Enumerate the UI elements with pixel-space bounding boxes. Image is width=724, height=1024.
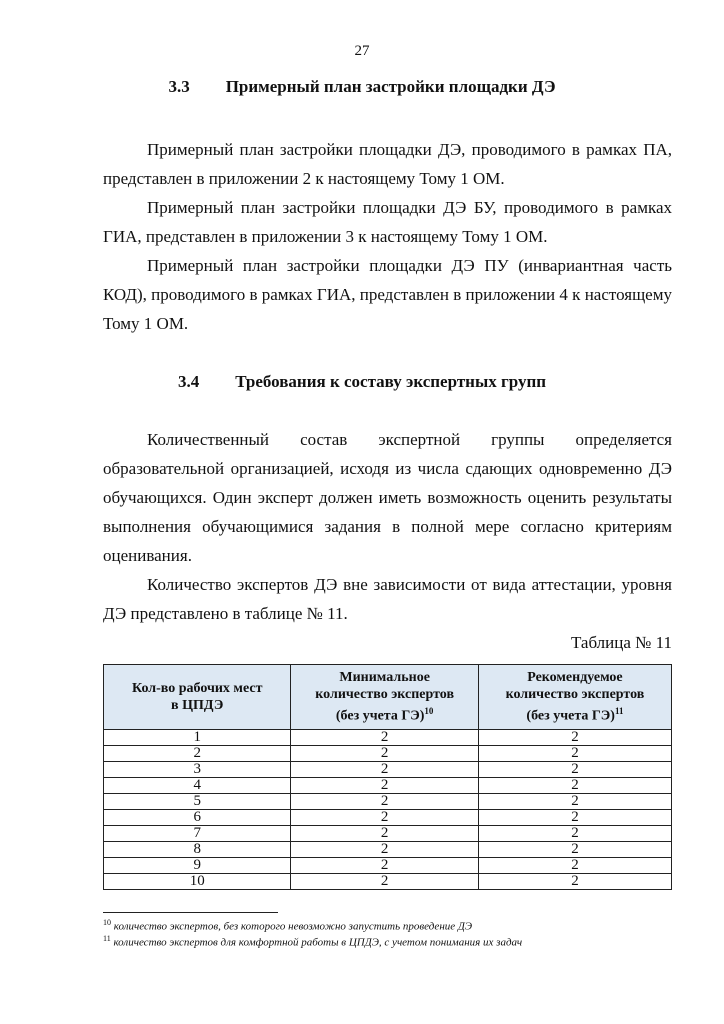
table-cell: 9 [104,857,291,873]
text-line: ДЭ представлено в таблице № 11. [103,604,348,623]
table-cell: 2 [478,777,671,793]
table-cell: 2 [478,873,671,889]
table-row [104,777,672,793]
text-line: Количество экспертов ДЭ вне зависимости от вида аттестации, уровня [147,575,672,594]
table-cell: 2 [291,825,478,841]
footnote-divider [103,912,278,913]
header-line: количество экспертов [505,687,645,702]
text-line: ГИА, представлен в приложении 3 к настоящему Тому 1 ОМ. [103,227,548,246]
table-cell: 2 [478,761,671,777]
table-cell: 2 [478,729,671,745]
table-caption: Таблица № 11 [570,633,672,652]
footnote [103,934,522,949]
paragraph [103,193,672,251]
text-line: образовательной организацией, исходя из числа сдающих одновременно ДЭ [103,459,672,478]
text-line: представлен в приложении 2 к настоящему Тому 1 ОМ. [103,169,505,188]
table-row [104,793,672,809]
table-row [104,857,672,873]
section-number: 3.4 [177,372,200,391]
column-header [478,665,671,730]
text-line: КОД), проводимого в рамках ГИА, представлен в приложении 4 к настоящему [103,285,672,304]
table-cell: 2 [478,857,671,873]
header-line: Минимальное [339,670,430,685]
section-heading-3-3 [0,77,724,97]
header-line: количество экспертов [315,687,455,702]
table-cell: 2 [291,809,478,825]
section-title: Требования к составу экспертных групп [235,372,547,391]
table-cell: 2 [478,809,671,825]
table-row [104,809,672,825]
footnote-text: количество экспертов для комфортной работы в ЦПДЭ, с учетом понимания их задач [113,936,523,949]
table-cell: 2 [291,793,478,809]
table-header-row [104,665,672,730]
table-cell: 6 [104,809,291,825]
table-cell: 3 [104,761,291,777]
table-cell: 1 [104,729,291,745]
text-line: оценивания. [103,546,192,565]
table-row [104,761,672,777]
table-cell: 2 [291,729,478,745]
text-line: выполнения обучающимися задания в полной мере согласно критериям [103,517,672,536]
column-header [291,665,478,730]
table-cell: 2 [291,745,478,761]
footnote-mark: 10 [103,918,111,927]
footnote-ref: 10 [424,706,434,716]
text-line: Примерный план застройки площадки ДЭ БУ, проводимого в рамках [147,198,672,217]
table-row [104,873,672,889]
table-cell: 2 [291,761,478,777]
header-line: (без учета ГЭ) [335,708,425,724]
text-line: Примерный план застройки площадки ДЭ ПУ (инвариантная часть [147,256,672,275]
text-line: обучающихся. Один эксперт должен иметь возможность оценить результаты [103,488,672,507]
text-line: Примерный план застройки площадки ДЭ, проводимого в рамках ПА, [147,140,672,159]
footnote-ref: 11 [614,706,624,716]
text-line: Количественный состав экспертной группы определяется [147,430,672,449]
table-cell: 2 [478,825,671,841]
section-title: Примерный план застройки площадки ДЭ [225,77,556,96]
table-cell: 8 [104,841,291,857]
table-row [104,729,672,745]
header-line: в ЦПДЭ [171,697,224,713]
table-cell: 2 [291,857,478,873]
footnote-mark: 11 [103,934,111,943]
paragraph [103,251,672,338]
table-cell: 2 [478,745,671,761]
table-cell: 7 [104,825,291,841]
table-cell: 2 [104,745,291,761]
table-cell: 2 [291,841,478,857]
header-line: Кол-во рабочих мест [131,680,263,696]
experts-table [103,664,672,890]
header-line: Рекомендуемое [527,670,623,685]
table-row [104,745,672,761]
footnote-text: количество экспертов, без которого невозможно запустить проведение ДЭ [113,920,473,933]
table-cell: 5 [104,793,291,809]
paragraph [103,425,672,570]
section-number: 3.3 [168,77,190,96]
page-number: 27 [354,43,370,59]
text-line: Тому 1 ОМ. [103,314,189,333]
table-row [104,825,672,841]
paragraph [103,570,672,628]
section-heading-3-4 [0,372,724,392]
table-cell: 2 [478,793,671,809]
table-row [104,841,672,857]
footnote [103,918,472,933]
table-body [104,729,672,889]
table-cell: 2 [478,841,671,857]
column-header [104,665,291,730]
header-line: (без учета ГЭ) [526,708,615,724]
table-cell: 4 [104,777,291,793]
table-cell: 2 [291,873,478,889]
paragraph [103,135,672,193]
table-cell: 10 [104,873,291,889]
table-cell: 2 [291,777,478,793]
